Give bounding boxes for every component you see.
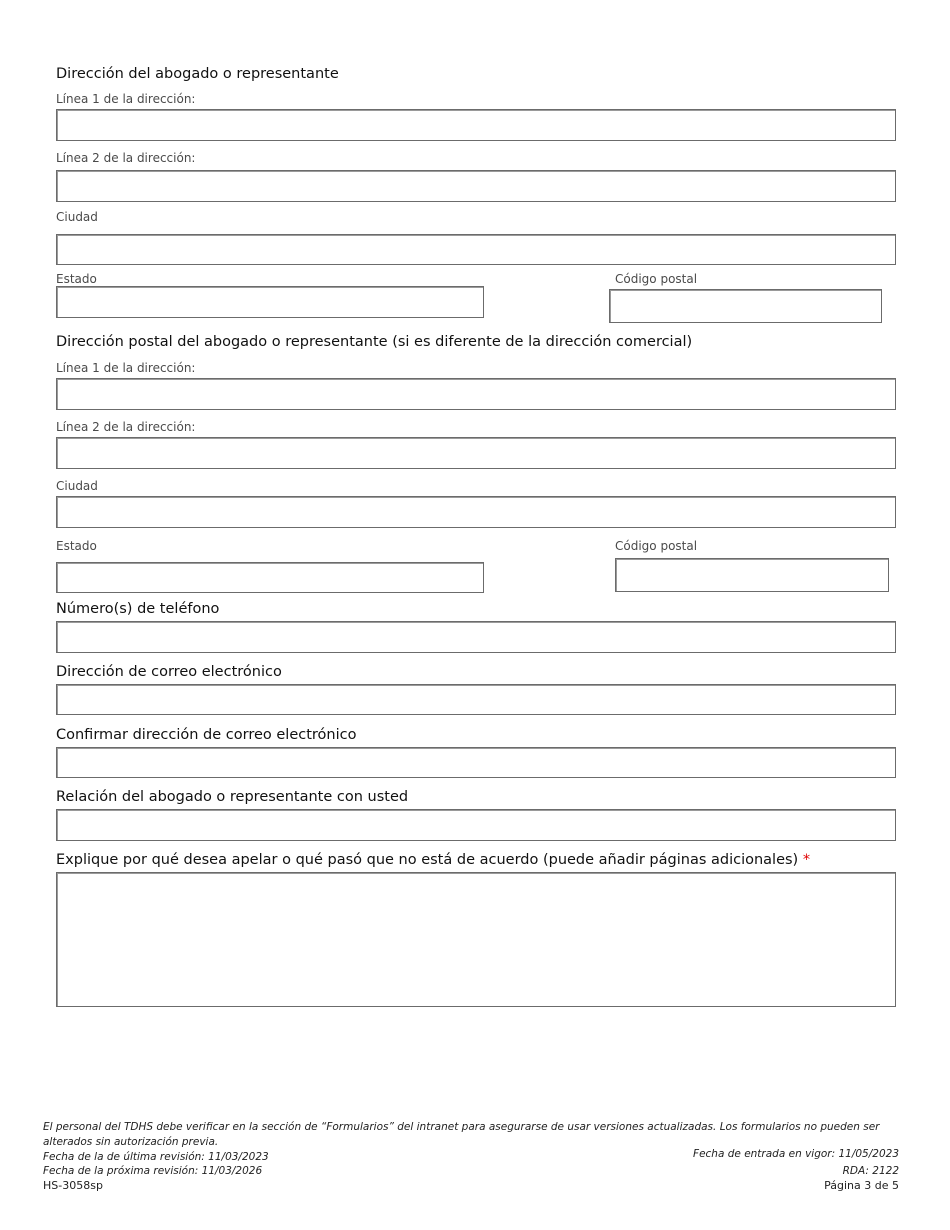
required-mark: * xyxy=(802,852,811,868)
footer-next-revision: Fecha de la próxima revisión: 11/03/2026 xyxy=(43,1165,263,1177)
relationship-field[interactable] xyxy=(56,809,896,841)
business-state-label: Estado xyxy=(56,272,97,286)
mailing-address-heading: Dirección postal del abogado o representante (si es diferente de la dirección comercial) xyxy=(56,334,693,350)
confirm-email-label: Confirmar dirección de correo electrónico xyxy=(56,727,357,743)
business-address-heading: Dirección del abogado o representante xyxy=(56,66,339,82)
email-field[interactable] xyxy=(56,684,896,715)
business-line1-label: Línea 1 de la dirección: xyxy=(56,92,196,106)
mailing-line1-field[interactable] xyxy=(56,378,896,410)
business-city-label: Ciudad xyxy=(56,210,98,224)
mailing-city-label: Ciudad xyxy=(56,479,98,493)
footer-last-revision: Fecha de la de última revisión: 11/03/2023 xyxy=(43,1151,269,1163)
business-line2-field[interactable] xyxy=(56,170,896,202)
phone-field[interactable] xyxy=(56,621,896,653)
mailing-line2-field[interactable] xyxy=(56,437,896,469)
footer-notice: El personal del TDHS debe verificar en la sección de “Formularios” del intranet para asegurarse de usar versiones actualizadas. Los formularios no pueden ser alterados sin autorización previa. xyxy=(43,1121,880,1148)
business-line1-field[interactable] xyxy=(56,109,896,141)
mailing-line2-label: Línea 2 de la dirección: xyxy=(56,420,196,434)
confirm-email-field[interactable] xyxy=(56,747,896,778)
email-label: Dirección de correo electrónico xyxy=(56,664,282,680)
business-city-field[interactable] xyxy=(56,234,896,265)
mailing-zip-label: Código postal xyxy=(615,539,698,553)
business-zip-label: Código postal xyxy=(615,272,698,286)
mailing-state-label: Estado xyxy=(56,539,97,553)
business-state-field[interactable] xyxy=(56,286,484,318)
explain-textarea[interactable] xyxy=(56,872,896,1007)
mailing-city-field[interactable] xyxy=(56,496,896,528)
footer-form-id: HS-3058sp xyxy=(43,1179,103,1192)
business-zip-field[interactable] xyxy=(609,289,882,323)
footer-rda: RDA: 2122 xyxy=(842,1165,899,1177)
mailing-line1-label: Línea 1 de la dirección: xyxy=(56,361,196,375)
business-line2-label: Línea 2 de la dirección: xyxy=(56,151,196,165)
explain-label: Explique por qué desea apelar o qué pasó que no está de acuerdo (puede añadir páginas adicionales) xyxy=(56,852,799,868)
mailing-state-field[interactable] xyxy=(56,562,484,593)
relationship-label: Relación del abogado o representante con usted xyxy=(56,789,409,805)
footer-page-number: Página 3 de 5 xyxy=(824,1179,899,1192)
footer-effective-date: Fecha de entrada en vigor: 11/05/2023 xyxy=(693,1148,899,1160)
phone-label: Número(s) de teléfono xyxy=(56,601,220,617)
mailing-zip-field[interactable] xyxy=(615,558,889,592)
explain-label-row xyxy=(56,852,810,868)
